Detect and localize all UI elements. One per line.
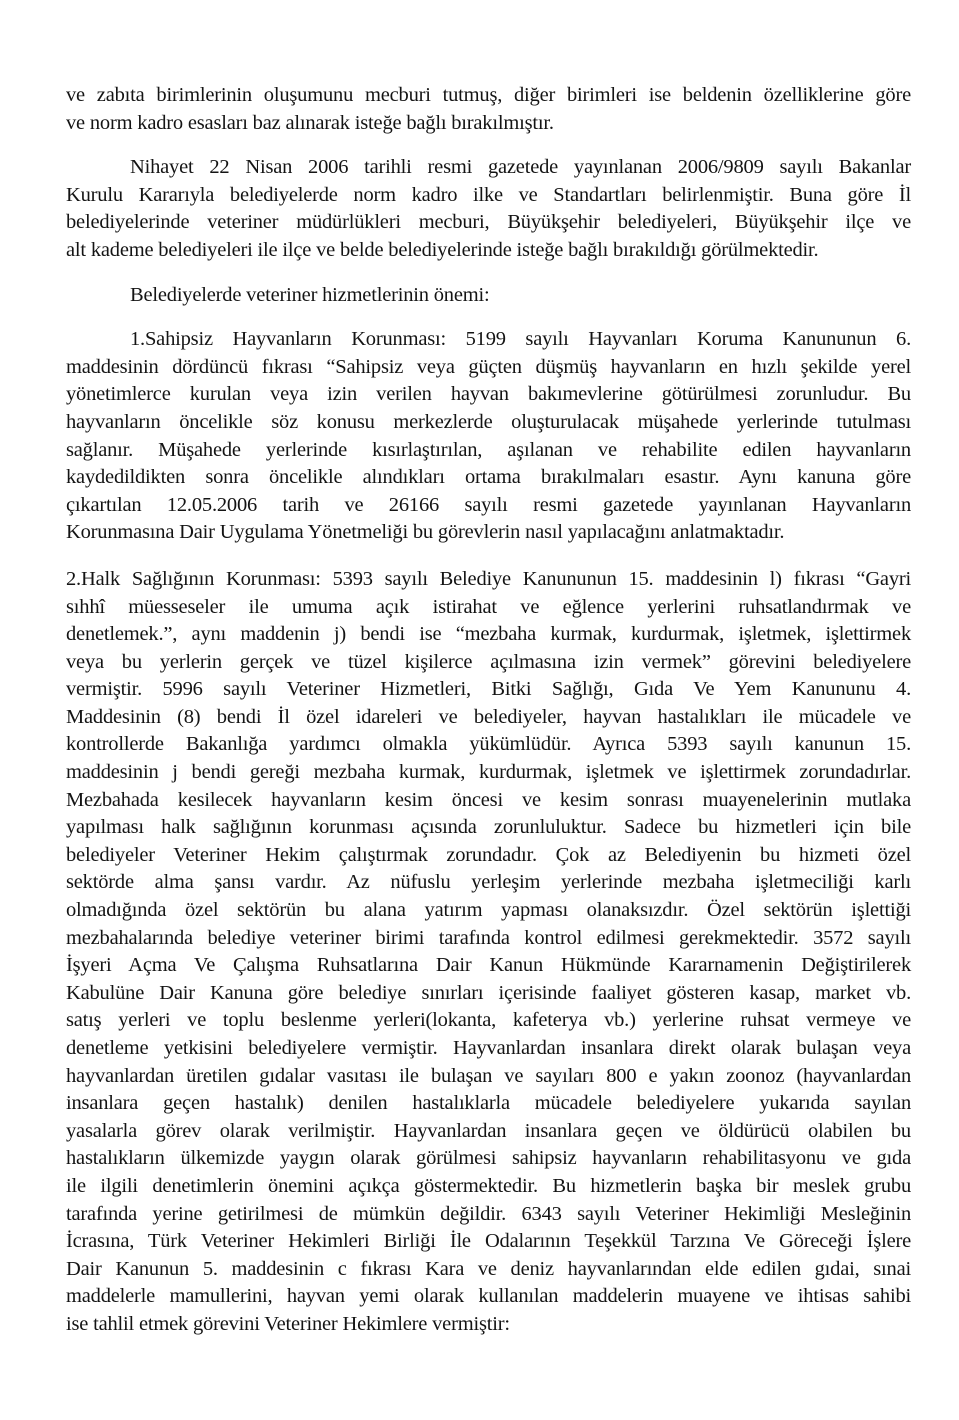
text-line: denetlemek.”, aynı maddenin j) bendi ise “mezbaha kurmak, kurdurmak, işletmek, işlettirmek (66, 623, 911, 646)
text-line: tarafında yerine getirilmesi de mümkün değildir. 6343 sayılı Veteriner Hekimliği Mesleğinin (66, 1202, 911, 1225)
text-line: İşyeri Açma Ve Çalışma Ruhsatlarına Dair Kanun Hükmünde Kararnamenin Değiştirilerek (66, 954, 911, 977)
section-heading-block (66, 282, 911, 310)
document-page (66, 82, 911, 1339)
text-line: yasalarla görev olarak verilmiştir. Hayvanlardan insanlara geçen ve öldürücü olabilen bu (66, 1119, 911, 1142)
text-line: hastalıkların ülkemizde yaygın olarak görülmesi sahipsiz hayvanların rehabilitasyonu ve gıda (66, 1147, 911, 1170)
text-line: ve zabıta birimlerinin oluşumunu mecburi tutmuş, diğer birimleri ise beldenin özelliklerine göre (66, 84, 911, 106)
text-line: insanlara geçen hastalık) denilen hastalıklarla mücadele belediyelere yukarıda sayılan (66, 1092, 911, 1115)
text-line: Korunmasına Dair Uygulama Yönetmeliği bu görevlerin nasıl yapılacağını anlatmaktadır. (66, 521, 785, 544)
text-line: Kabulüne Dair Kanuna göre belediye sınırları içerisinde faaliyet gösteren kasap, market vb. (66, 981, 911, 1004)
text-line: hayvanların öncelikle söz konusu merkezlerde oluşturulacak müşahede yerlerinde tutulması (66, 410, 911, 433)
norm-paragraph (66, 154, 911, 264)
item-1-stray-animals (66, 326, 911, 547)
text-line: veya bu yerlerin gerçek ve tüzel kişilerce açılmasına izin vermek” görevini belediyelere (66, 650, 911, 673)
text-line: satış yerleri ve toplu beslenme yerleri(lokanta, kafeterya vb.) yerlerine ruhsat vermeye ve (66, 1009, 911, 1032)
text-line: kontrollerde Bakanlığa yardımcı olmakla yükümlüdür. Ayrıca 5393 sayılı kanunun 15. (66, 733, 911, 756)
text-line: yapılması halk sağlığının korunması açısında zorunluluktur. Sadece bu hizmetleri için bile (66, 816, 911, 839)
text-line: 2.Halk Sağlığının Korunması: 5393 sayılı Belediye Kanununun 15. maddesinin l) fıkrası “Gayri (66, 567, 911, 590)
text-line: Mezbahada kesilecek hayvanların kesim öncesi ve kesim sonrası muayenelerinin mutlaka (66, 788, 911, 811)
text-line: maddesinin dördüncü fıkrası “Sahipsiz veya güçten düşmüş hayvanların en hızlı şekilde yerel (66, 355, 911, 378)
text-line: sektörde alma şansı vardır. Az nüfuslu yerleşim yerlerinde mezbaha işletmeciliği karlı (66, 871, 911, 894)
text-line: ve norm kadro esasları baz alınarak isteğe bağlı bırakılmıştır. (66, 111, 554, 134)
text-line: olmadığında özel sektörün bu alana yatırım yapması olanaksızdır. Özel sektörün işlettiği (66, 899, 911, 922)
text-line: vermiştir. 5996 sayılı Veteriner Hizmetleri, Bitki Sağlığı, Gıda Ve Yem Kanununu 4. (66, 678, 911, 701)
text-line: mezbahalarında belediye veteriner birimi tarafında kontrol edilmesi gerekmektedir. 3572 sayılı (66, 926, 911, 949)
text-line: ile ilgili denetimlerin önemini açıkça göstermektedir. Bu hizmetlerin başka bir meslek grubu (66, 1174, 911, 1197)
item-2-public-health (66, 566, 911, 1339)
text-line: yönetimlerce kurulan veya izin verilen hayvan bakımevlerine götürülmesi zorunludur. Bu (66, 383, 911, 406)
text-line: hayvanlardan üretilen gıdalar vasıtası ile bulaşan ve sayıları 800 e yakın zoonoz (hayvanlardan (66, 1064, 911, 1087)
text-line: ise tahlil etmek görevini Veteriner Hekimlere vermiştir: (66, 1312, 510, 1335)
section-heading: Belediyelerde veteriner hizmetlerinin önemi: (130, 283, 490, 306)
text-line: Maddesinin (8) bendi İl özel idareleri ve belediyeler, hayvan hastalıkları ile mücadele ve (66, 705, 911, 728)
text-line: Nihayet 22 Nisan 2006 tarihli resmi gazetede yayınlanan 2006/9809 sayılı Bakanlar (130, 156, 911, 179)
text-line: Dair Kanunun 5. maddesinin c fıkrası Kara ve deniz hayvanlarından elde edilen gıdai, sınai (66, 1257, 911, 1280)
text-line: Kurulu Kararıyla belediyelerde norm kadro ilke ve Standartları belirlenmiştir. Buna göre İl (66, 183, 911, 206)
text-line: denetleme yetkisini belediyelere vermiştir. Hayvanlardan insanlara direkt olarak bulaşan veya (66, 1037, 911, 1059)
text-line: maddelerle mamullerini, hayvan yemi olarak kullanılan maddelerin muayene ve ihtisas sahibi (66, 1285, 911, 1308)
text-line: sağlanır. Müşahede yerlerinde kısırlaştırılan, aşılanan ve rehabilite edilen hayvanların (66, 438, 911, 461)
text-line: çıkartılan 12.05.2006 tarih ve 26166 sayılı resmi gazetede yayınlanan Hayvanların (66, 493, 911, 516)
text-line: İcrasına, Türk Veteriner Hekimleri Birliği İle Odalarının Teşekkül Tarzına Ve Göreceği İşlere (66, 1230, 911, 1253)
text-line: alt kademe belediyeleri ile ilçe ve belde belediyelerinde isteğe bağlı bırakıldığı görülmektedir. (66, 238, 819, 261)
intro-paragraph (66, 82, 911, 137)
text-line: maddesinin j bendi gereği mezbaha kurmak, kurdurmak, işletmek ve işlettirmek zorundadırlar. (66, 761, 911, 784)
text-line: sıhhî müesseseler ile umuma açık istirahat ve eğlence yerlerini ruhsatlandırmak ve (66, 595, 911, 618)
text-line: belediyelerinde veteriner müdürlükleri mecburi, Büyükşehir belediyeleri, Büyükşehir ilçe ve (66, 211, 911, 234)
text-line: 1.Sahipsiz Hayvanların Korunması: 5199 sayılı Hayvanları Koruma Kanununun 6. (130, 328, 911, 351)
text-line: belediyeler Veteriner Hekim çalıştırmak zorundadır. Çok az Belediyenin bu hizmeti özel (66, 843, 911, 866)
text-line: kaydedildikten sonra öncelikle alındıkları ortama bırakılmaları esastır. Aynı kanuna göre (66, 466, 911, 489)
